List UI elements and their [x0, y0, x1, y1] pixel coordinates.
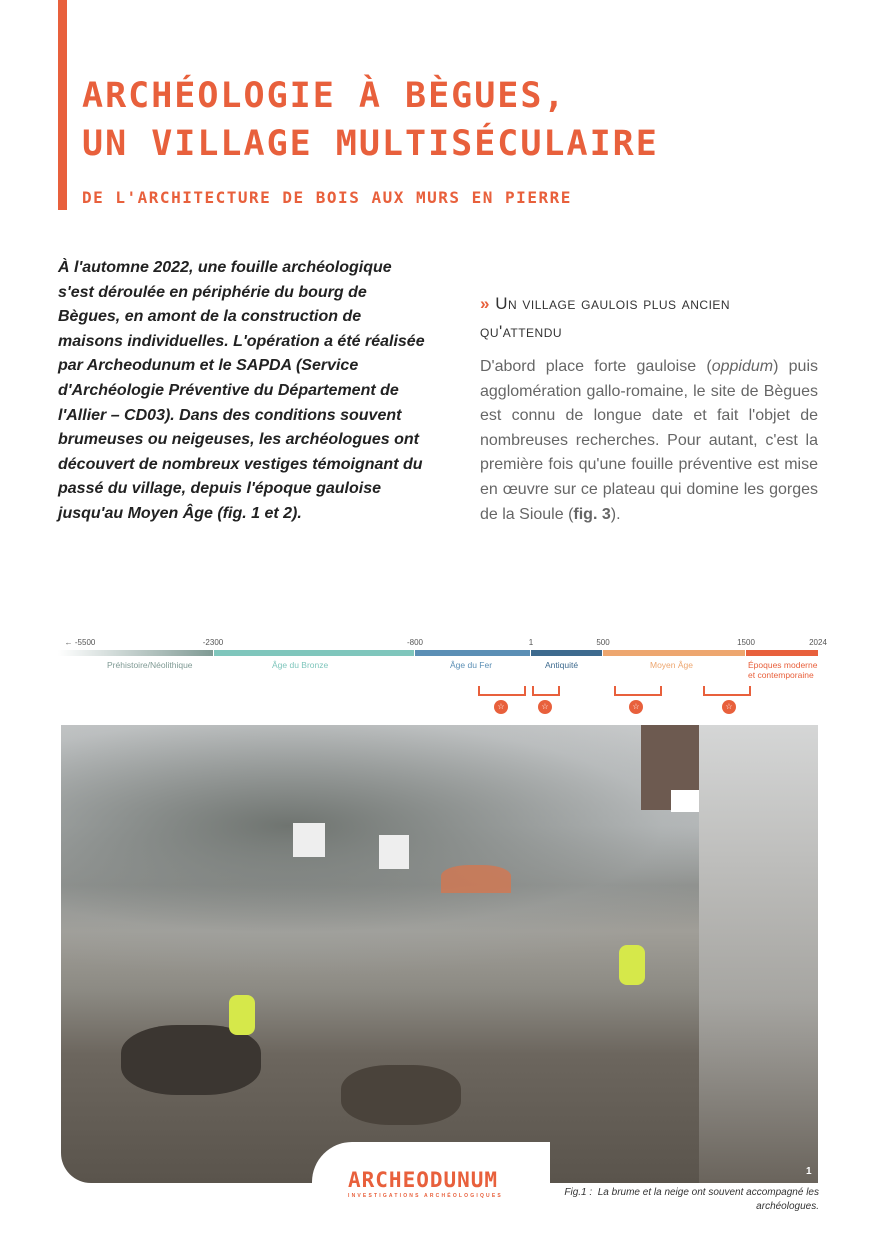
archeodunum-logo: ARCHEODUNUM: [348, 1168, 499, 1192]
photo-pit: [341, 1065, 461, 1125]
tick-label: 500: [596, 638, 610, 647]
figure-number: 1: [806, 1166, 812, 1177]
photo-sign: [293, 823, 325, 857]
photo-worker: [619, 945, 645, 985]
era-label: Antiquité: [545, 660, 579, 670]
logo-tagline: INVESTIGATIONS ARCHÉOLOGIQUES: [348, 1193, 503, 1199]
period-bracket: [614, 686, 662, 696]
text: ).: [610, 505, 621, 523]
era-bar-bronze: [214, 650, 414, 656]
era-label: Moyen Âge: [650, 660, 693, 670]
era-bar-antiquity: [531, 650, 602, 656]
emphasis: oppidum: [711, 358, 774, 375]
section-paragraph: [480, 355, 818, 527]
caption-text: La brume et la neige ont souvent accompagné les archéologues.: [597, 1187, 819, 1212]
chevron-icon: »: [480, 294, 490, 313]
text: ) puis agglomération gallo-romaine, le site de Bègues est connu de longue date et fait l'objet de nombreuses recherches. Pour autant, c'est la première fois qu'une fouille préventive est mise en œuvre sur ce plateau qui domine les gorges de la Sioule (: [480, 358, 818, 523]
tick-label: -2300: [202, 638, 224, 647]
era-bar-modern: [746, 650, 818, 656]
era-bar-middle-ages: [603, 650, 745, 656]
era-bar-iron: [415, 650, 530, 656]
figure-caption: [540, 1186, 819, 1214]
era-label: Préhistoire/Néolithique: [107, 660, 193, 670]
star-icon: ☆: [629, 700, 643, 714]
star-icon: ☆: [494, 700, 508, 714]
photo-fog: [699, 725, 818, 1183]
figure-ref: fig. 3: [573, 505, 611, 523]
tick-label: 1: [528, 638, 534, 647]
accent-bar: [58, 0, 67, 210]
photo-tarp: [441, 865, 511, 893]
tick-label: 2024: [809, 638, 827, 647]
era-label: Âge du Bronze: [272, 660, 329, 670]
timeline: [0, 630, 877, 720]
tick-label: -800: [406, 638, 424, 647]
star-icon: ☆: [538, 700, 552, 714]
era-label: Époques moderne et contemporaine: [748, 660, 818, 680]
period-bracket: [532, 686, 560, 696]
photo-pit: [121, 1025, 261, 1095]
section-heading-text: Un village gaulois plus ancien qu'attendu: [480, 294, 731, 341]
color-block-notch: [671, 790, 699, 812]
tick-label: 1500: [737, 638, 755, 647]
intro-paragraph: À l'automne 2022, une fouille archéologique s'est déroulée en périphérie du bourg de Bègues, en amont de la construction de maisons individuelles. L'opération a été réalisée par Archeodunum et le SAPDA (Service d'Archéologie Préventive du Département de l'Allier – CD03). Dans des conditions souvent brumeuses ou neigeuses, les archéologues ont découvert de nombreux vestiges témoignant du passé du village, depuis l'époque gauloise jusqu'au Moyen Âge (fig. 1 et 2).: [58, 259, 425, 522]
page-title: [82, 72, 659, 168]
page-subtitle: DE L'ARCHITECTURE DE BOIS AUX MURS EN PIERRE: [82, 188, 572, 207]
period-bracket: [478, 686, 526, 696]
tick-label: ← -5500: [64, 638, 96, 647]
era-label: Âge du Fer: [450, 660, 493, 670]
section-heading: [480, 290, 810, 346]
title-line-2: UN VILLAGE MULTISÉCULAIRE: [82, 124, 659, 164]
era-bar-prehistory: [58, 650, 213, 656]
photo-sign: [379, 835, 409, 869]
text: D'abord place forte gauloise (: [480, 358, 712, 375]
caption-label: Fig.1 :: [564, 1187, 593, 1198]
title-line-1: ARCHÉOLOGIE À BÈGUES,: [82, 76, 567, 116]
star-icon: ☆: [722, 700, 736, 714]
period-bracket: [703, 686, 751, 696]
photo-worker: [229, 995, 255, 1035]
excavation-photo: [61, 725, 818, 1183]
